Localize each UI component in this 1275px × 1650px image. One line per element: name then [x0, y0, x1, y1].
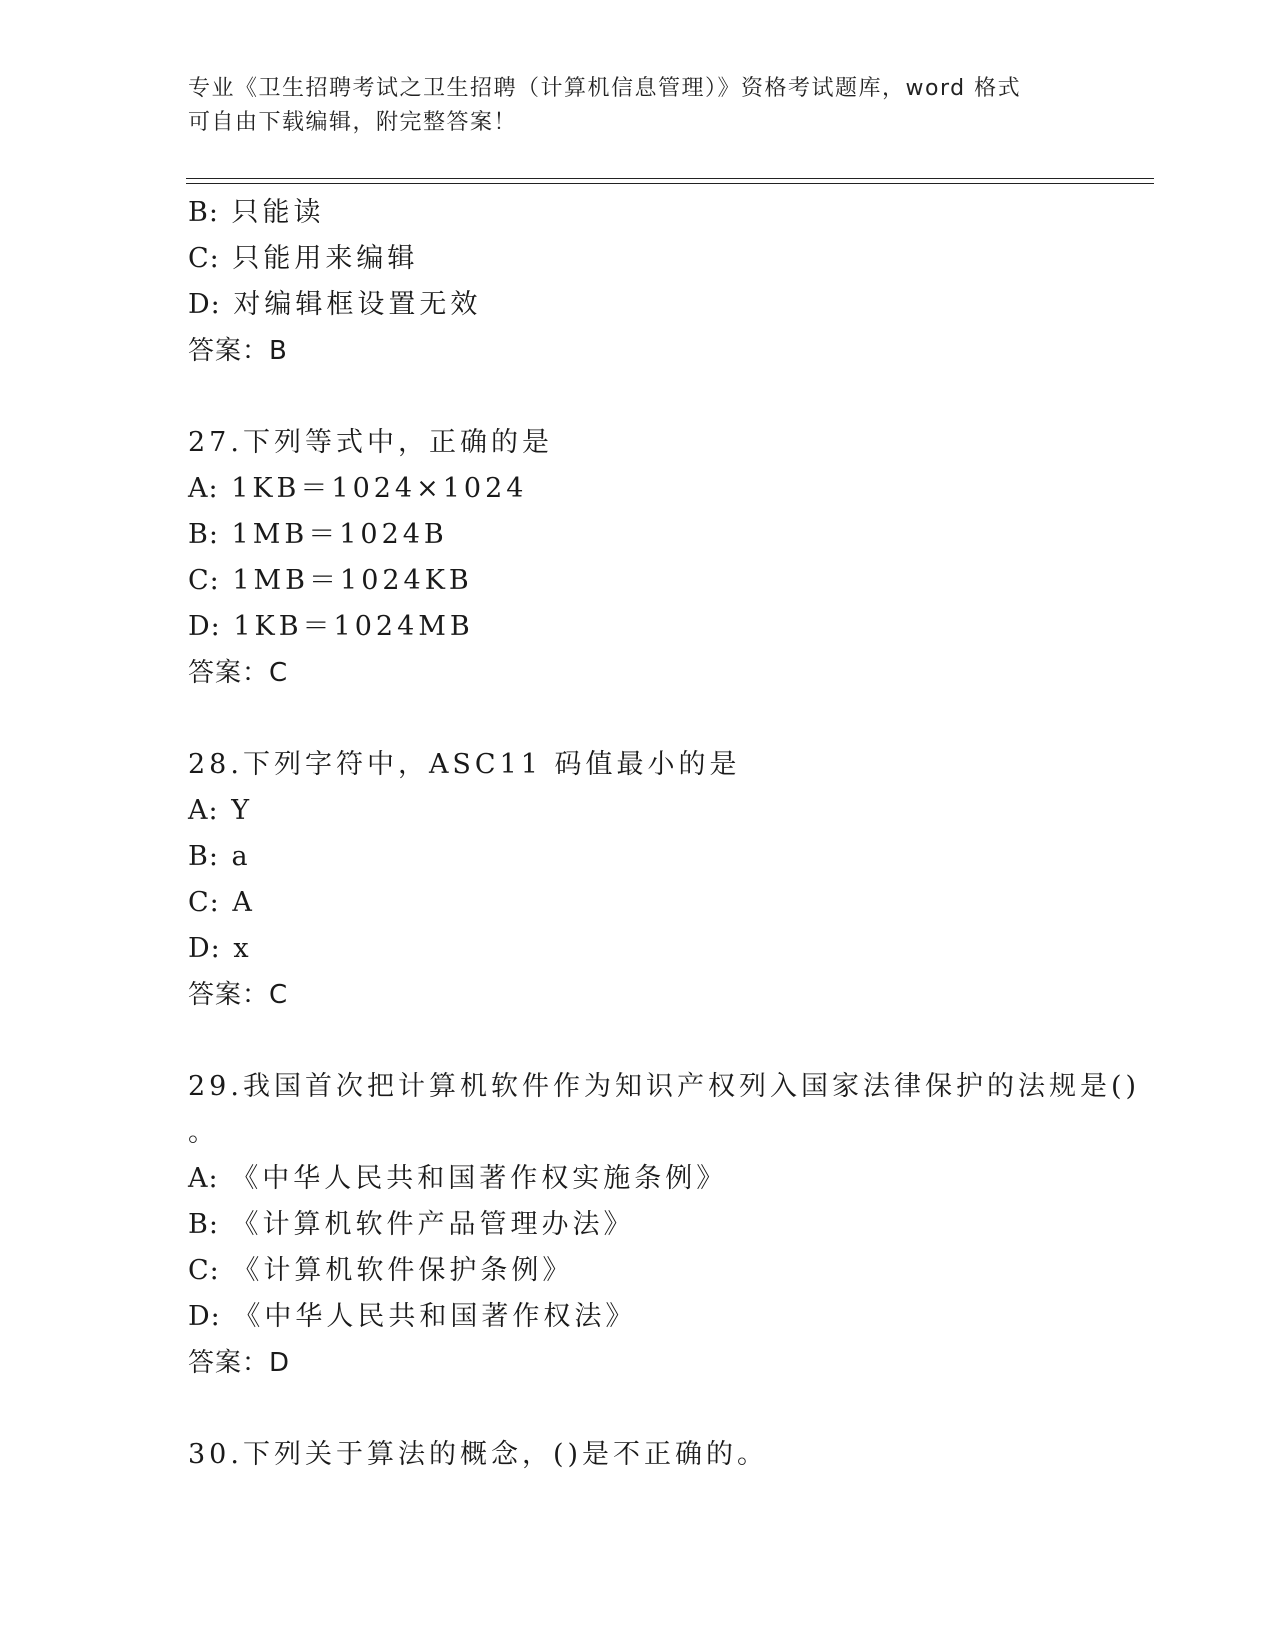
header-divider-top	[186, 178, 1154, 179]
spacer	[188, 696, 1088, 742]
question-stem: 28.下列字符中，ASC11 码值最小的是	[188, 749, 741, 780]
option-b: B: 1MB＝1024B	[188, 519, 448, 550]
option-d: D: 对编辑框设置无效	[188, 289, 482, 320]
option-a: A: 《中华人民共和国著作权实施条例》	[188, 1163, 728, 1194]
option-c: C: A	[188, 887, 256, 918]
answer: 答案：C	[188, 980, 289, 1010]
answer: 答案：B	[188, 336, 288, 366]
question-stem: 29.我国首次把计算机软件作为知识产权列入国家法律保护的法规是()	[188, 1071, 1141, 1102]
question-28	[188, 742, 1088, 1018]
question-stem: 30.下列关于算法的概念，()是不正确的。	[188, 1439, 769, 1470]
option-a: A: 1KB＝1024×1024	[188, 473, 528, 504]
question-stem: 27.下列等式中，正确的是	[188, 427, 553, 458]
option-d: D: 1KB＝1024MB	[188, 611, 474, 642]
option-b: B: 只能读	[188, 197, 325, 228]
question-list	[188, 190, 1141, 1478]
question-27	[188, 420, 1088, 696]
spacer	[188, 1386, 1088, 1432]
spacer	[188, 1018, 1088, 1064]
answer: 答案：D	[188, 1348, 291, 1378]
answer: 答案：C	[188, 658, 289, 688]
question-29	[188, 1064, 1141, 1386]
header-line-1: 专业《卫生招聘考试之卫生招聘（计算机信息管理）》资格考试题库，word 格式	[188, 76, 1022, 101]
option-b: B: 《计算机软件产品管理办法》	[188, 1209, 635, 1240]
option-c: C: 《计算机软件保护条例》	[188, 1255, 574, 1286]
option-a: A: Y	[188, 795, 254, 826]
header-line-2: 可自由下载编辑，附完整答案！	[188, 110, 518, 135]
spacer	[188, 374, 1088, 420]
option-b: B: a	[188, 841, 252, 872]
question-26-tail	[188, 190, 1088, 374]
header-divider-bottom	[186, 183, 1154, 184]
option-d: D: 《中华人民共和国著作权法》	[188, 1301, 637, 1332]
question-30	[188, 1432, 1088, 1478]
option-c: C: 只能用来编辑	[188, 243, 419, 274]
option-d: D: x	[188, 933, 253, 964]
document-header	[188, 72, 1088, 140]
option-c: C: 1MB＝1024KB	[188, 565, 473, 596]
question-stem-continuation: 。	[188, 1117, 219, 1148]
